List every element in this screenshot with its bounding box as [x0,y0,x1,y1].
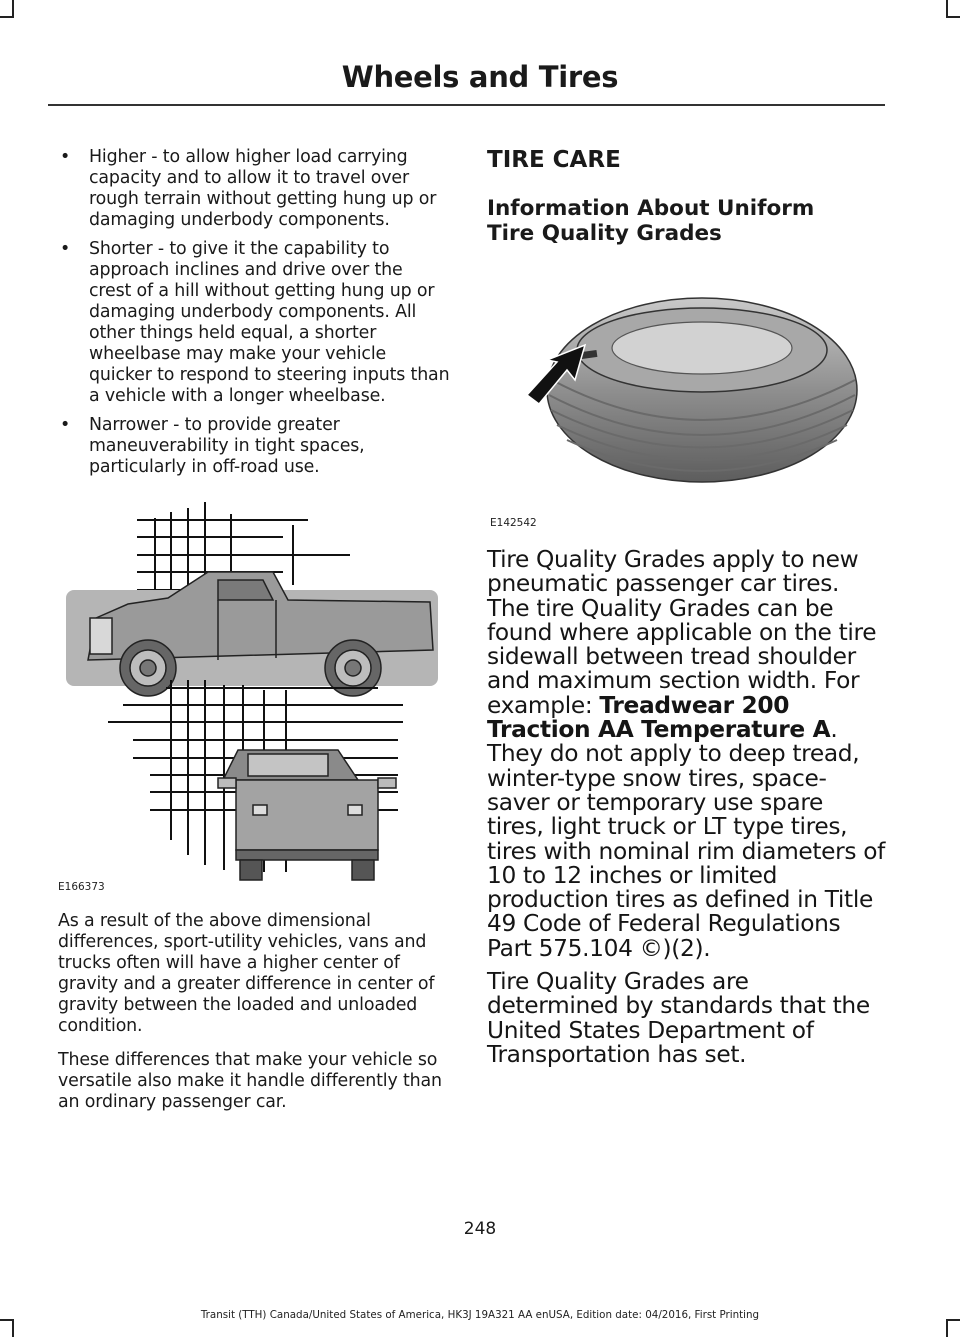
figure-code: E166373 [58,881,105,893]
crop-mark [946,1319,948,1337]
paragraph-dot-standards: Tire Quality Grades are determined by standards that the United States Department of Transportation has set. [487,968,870,1068]
truck-illustration [58,500,450,895]
left-column [58,147,450,486]
section-heading: TIRE CARE [487,147,621,173]
tire-quality-figure [487,290,885,530]
page-number: 248 [463,1219,497,1239]
header-divider [48,104,885,106]
footer-edition-info: Transit (TTH) Canada/United States of America, HK3J 19A321 AA enUSA, Edition date: 04/2016, First Printing [200,1309,760,1321]
crop-mark [946,16,960,18]
paragraph-center-of-gravity: As a result of the above dimensional differences, sport-utility vehicles, vans and trucks often will have a higher center of gravity and a greater difference in center of gravity between the loaded and unloaded condition. [58,911,435,1036]
bullet-higher: • Higher - to allow higher load carrying capacity and to allow it to travel over rough terrain without getting hung up or damaging underbody components. [58,147,450,231]
bullet-narrower: • Narrower - to provide greater maneuverability in tight spaces, particularly in off-road use. [58,415,450,478]
crop-mark [0,16,14,18]
grade-example: Treadwear 200 Traction AA Temperature A [487,691,831,744]
truck-dimensions-figure [58,500,450,895]
subsection-heading: Information About Uniform Tire Quality Grades [487,196,815,246]
paragraph-tire-grades-exceptions: . They do not apply to deep tread, winter-type snow tires, space-saver or temporary use spare tires, light truck or LT type tires, tires with nominal rim diameters of 10 to 12 inches or limited production tires as defined in Title 49 Code of Federal Regulations Part 575.104 ©)(2). [487,716,885,962]
paragraph-tire-grades [487,548,885,961]
tire-illustration [487,290,885,508]
figure-code: E142542 [490,517,537,529]
paragraph-handling: These differences that make your vehicle so versatile also make it handle differently than an ordinary passenger car. [58,1050,442,1112]
dimension-bullets [58,147,450,478]
page-title: Wheels and Tires [341,60,619,94]
crop-mark [12,1319,14,1337]
paragraph-tire-grades-text: Tire Quality Grades apply to new pneumatic passenger car tires. The tire Quality Grades can be found where applicable on the tire sidewall between tread shoulder and maximum section width. For example: [487,546,877,719]
bullet-shorter: • Shorter - to give it the capability to approach inclines and drive over the crest of a hill without getting hung up or damaging underbody components. All other things held equal, a shorter wheelbase may make your vehicle quicker to respond to steering inputs than a vehicle with a longer wheelbase. [58,239,450,407]
